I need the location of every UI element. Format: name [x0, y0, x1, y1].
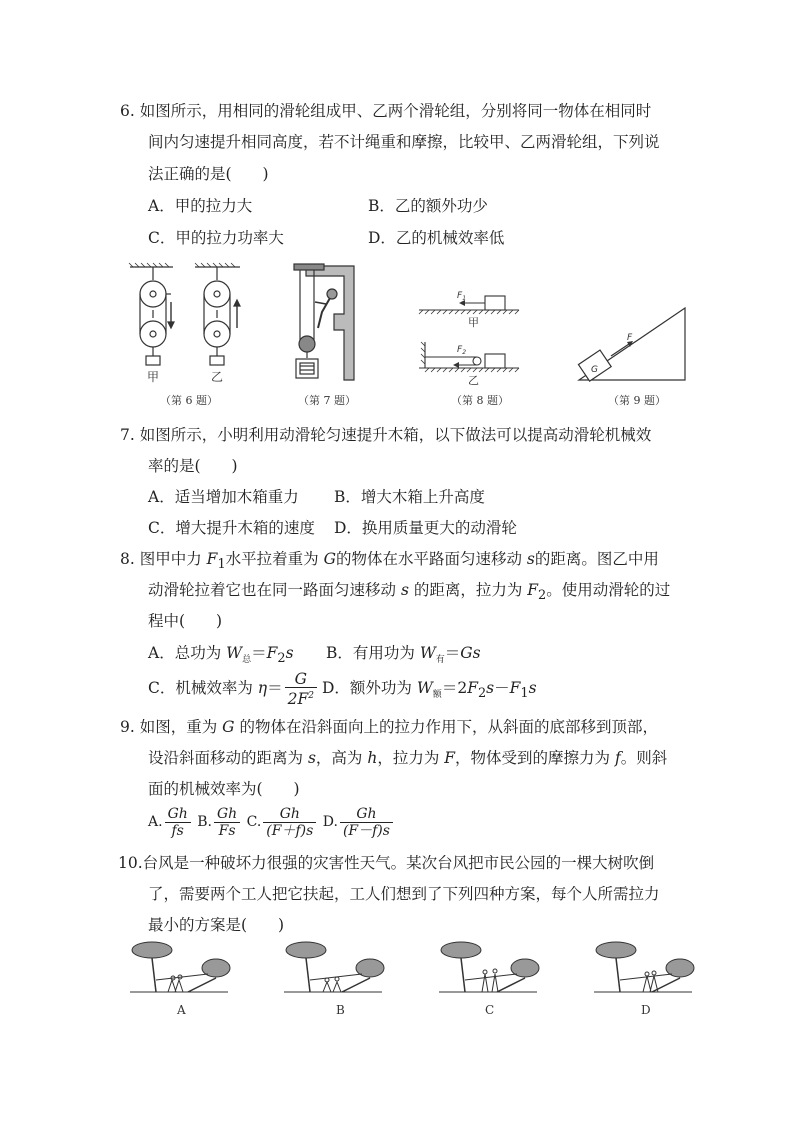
q6-line-2: 间内匀速提升相同高度，若不计绳重和摩擦，比较甲、乙两滑轮组，下列说 [148, 133, 660, 151]
fig9-weight-label: G [591, 365, 598, 375]
q9-option-d: D. $\frac{Gh}{(F-f)s}$ [323, 814, 395, 830]
q6-line-1 [120, 101, 651, 121]
figure-8-horizontal-pull [415, 286, 525, 386]
figure-10-option-a [128, 940, 238, 1000]
fig8-f2-label: $F_2$ [457, 345, 467, 356]
q9-option-a: A. $\frac{Gh}{fs}$ [148, 814, 193, 830]
q7-option-b: B．增大木箱上升高度 [334, 488, 485, 506]
q8-option-a: A．总功为 $W_总=F_2s$ [148, 644, 294, 667]
q7-number: 7. [120, 426, 135, 444]
fig10-label-d: D [641, 1003, 651, 1017]
figure-10-option-d [592, 940, 702, 1000]
caption-q6: （第 6 题） [160, 394, 218, 407]
caption-q9: （第 9 题） [608, 394, 666, 407]
q7-option-d: D．换用质量更大的动滑轮 [334, 519, 517, 537]
q9-option-c: C. $\frac{Gh}{(F+f)s}$ [247, 814, 319, 830]
caption-q7: （第 7 题） [298, 394, 356, 407]
q7-line-2: 率的是( ) [148, 457, 238, 475]
q6-option-b: B．乙的额外功少 [368, 197, 488, 215]
figure-9-incline [575, 296, 690, 386]
fig8-f1-label: $F_1$ [457, 291, 467, 302]
q7-text: 如图所示，小明利用动滑轮匀速提升木箱，以下做法可以提高动滑轮机械效 [139, 426, 652, 444]
q8-option-b: B．有用功为 $W_有=Gs$ [326, 644, 481, 666]
figure-10-option-b [282, 940, 392, 1000]
q7-option-c: C．增大提升木箱的速度 [148, 519, 315, 537]
q8-line-1: 8. 图甲中力 $F_1$水平拉着重为 G的物体在水平路面匀速移动 s的距离。图乙中用 [120, 550, 659, 573]
fig10-label-c: C [485, 1003, 495, 1017]
q9-option-b: B. $\frac{Gh}{Fs}$ [197, 814, 242, 830]
fig6-label-yi: 乙 [211, 370, 224, 384]
q6-option-d: D．乙的机械效率低 [368, 229, 505, 247]
fig10-label-b: B [336, 1003, 345, 1017]
q10-text: 台风是一种破坏力很强的灾害性天气。某次台风把市民公园的一棵大树吹倒 [142, 854, 655, 872]
fig6-label-jia: 甲 [147, 370, 160, 384]
q9-line-3: 面的机械效率为( ) [148, 780, 300, 798]
q7-option-a: A．适当增加木箱重力 [148, 488, 299, 506]
fig8-label-yi: 乙 [468, 374, 479, 387]
q9-number: 9. [120, 718, 135, 736]
q8-option-d: D．额外功为 $W_额=2F_2s-F_1s$ [322, 679, 537, 702]
fig10-label-a: A [177, 1003, 186, 1017]
figure-6-pulleys [125, 262, 255, 387]
figure-7-movable-pulley [288, 262, 363, 384]
q8-option-c-fraction: $\frac{G}{2F^2}$ [285, 671, 317, 707]
q9-line-2: 设沿斜面移动的距离为 s，高为 h，拉力为 F，物体受到的摩擦力为 f。则斜 [148, 749, 668, 767]
q7-line-1 [120, 425, 651, 445]
q8-option-c: C．机械效率为 η＝ $\frac{G}{2F^2}$ [148, 670, 319, 707]
figure-10-option-c [437, 940, 547, 1000]
q6-text: 如图所示，用相同的滑轮组成甲、乙两个滑轮组，分别将同一物体在相同时 [139, 102, 652, 120]
q10-line-2: 了，需要两个工人把它扶起，工人们想到了下列四种方案，每个人所需拉力 [148, 885, 660, 903]
q6-option-c: C．甲的拉力功率大 [148, 229, 284, 247]
q10-number: 10. [118, 854, 143, 872]
q8-line-3: 程中( ) [148, 612, 223, 630]
q6-line-3: 法正确的是( ) [148, 165, 269, 183]
q10-line-1 [118, 853, 654, 873]
q8-line-2: 动滑轮拉着它也在同一路面匀速移动 s 的距离，拉力为 $F_2$。使用动滑轮的过 [148, 581, 671, 604]
q10-line-3: 最小的方案是( ) [148, 916, 285, 934]
q6-number: 6. [120, 102, 135, 120]
fig9-force-label: F [627, 333, 633, 343]
q8-number: 8. [120, 550, 135, 568]
fig8-label-jia: 甲 [468, 316, 479, 329]
caption-q8: （第 8 题） [451, 394, 509, 407]
q6-option-a: A．甲的拉力大 [148, 197, 253, 215]
q9-options [148, 804, 395, 840]
q9-line-1: 9. 如图，重为 G 的物体在沿斜面向上的拉力作用下，从斜面的底部移到顶部， [120, 718, 658, 736]
